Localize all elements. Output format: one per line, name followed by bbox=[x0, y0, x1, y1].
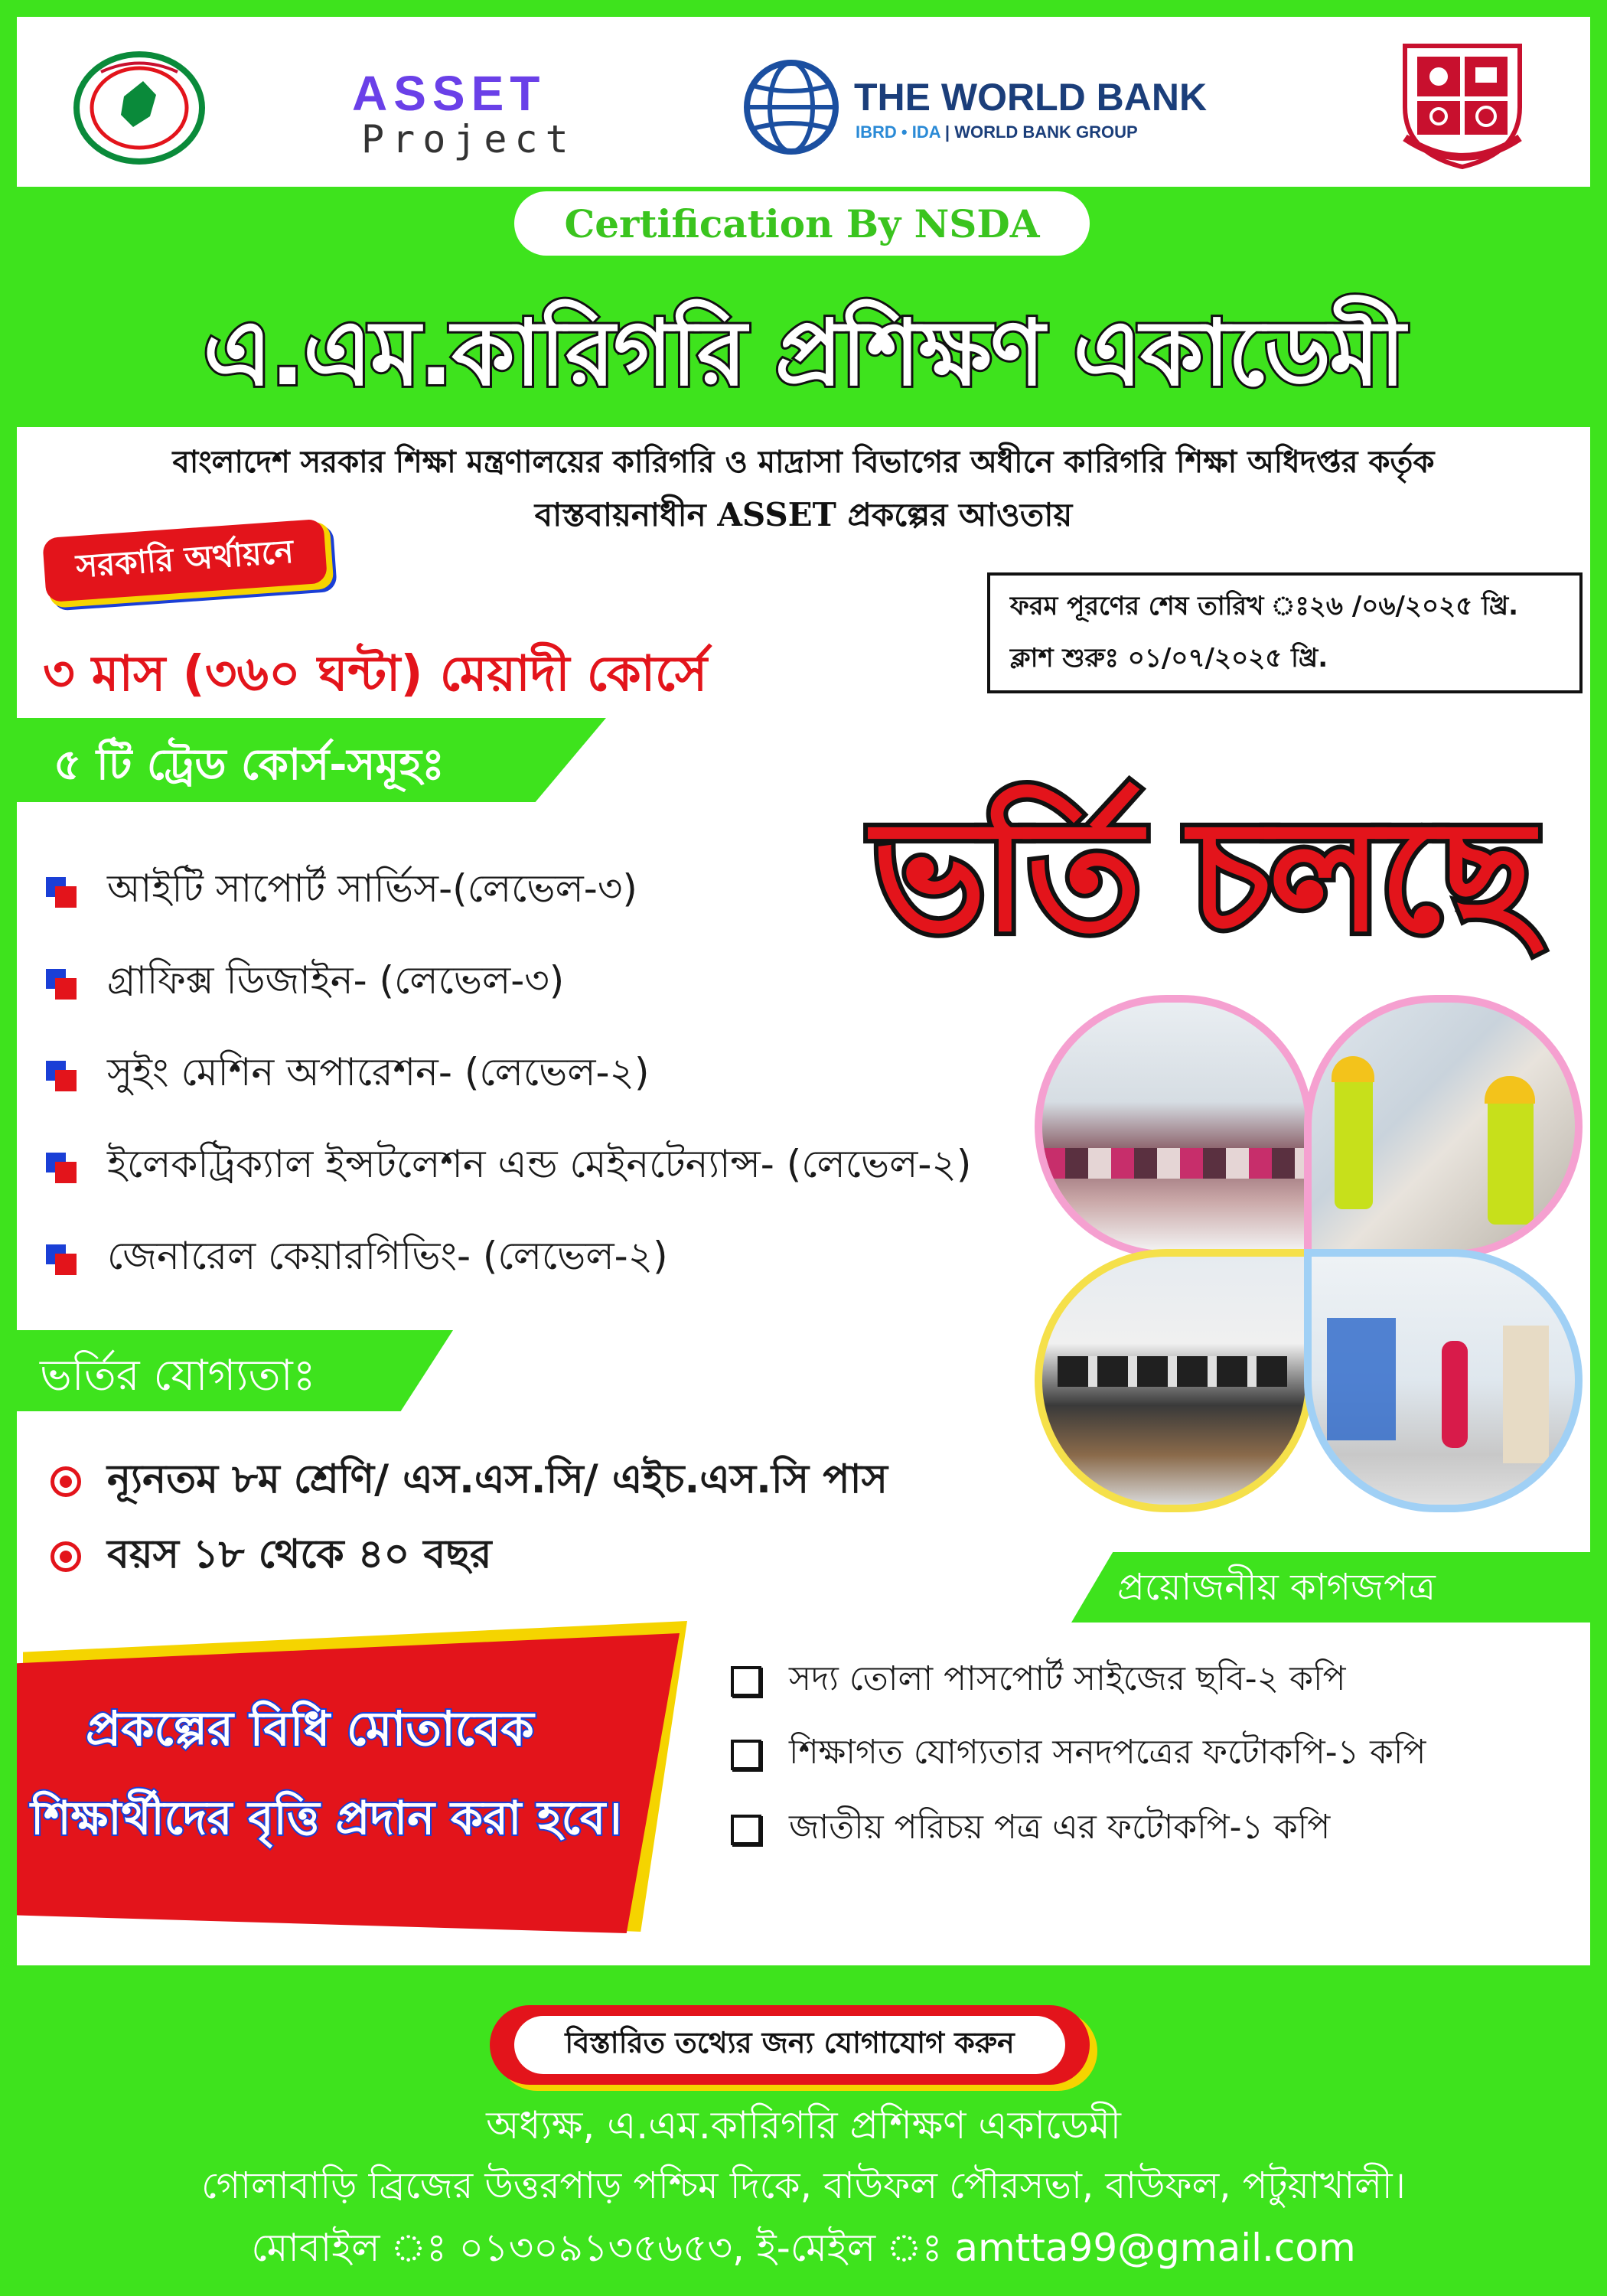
stipend-line-2: শিক্ষার্থীদের বৃত্তি প্রদান করা হবে। bbox=[31, 1792, 622, 1845]
certification-badge bbox=[514, 191, 1090, 256]
intro-line-1: বাংলাদেশ সরকার শিক্ষা মন্ত্রণালয়ের কারিগরি ও মাদ্রাসা বিভাগের অধীনে কারিগরি শিক্ষা অধিদপ্তর কর্তৃক bbox=[172, 445, 1435, 480]
course-label: গ্রাফিক্স ডিজাইন- (লেভেল-৩) bbox=[107, 958, 565, 1003]
intro-line-2-pre: বাস্তবায়নাধীন bbox=[534, 496, 718, 533]
radio-bullet-icon bbox=[51, 1541, 81, 1572]
ibrd-ida-text: IBRD • IDA bbox=[856, 122, 940, 142]
course-label: ইলেকট্রিক্যাল ইন্সটলেশন এন্ড মেইনটেন্যান্স- (লেভেল-২) bbox=[107, 1142, 972, 1186]
computer-lab-photo bbox=[1035, 1249, 1313, 1512]
course-item bbox=[46, 1044, 650, 1107]
footer-address: গোলাবাড়ি ব্রিজের উত্তরপাড় পশ্চিম দিকে, বাউফল পৌরসভা, বাউফল, পটুয়াখালী। bbox=[201, 2164, 1406, 2207]
course-label: জেনারেল কেয়ারগিভিং- (লেভেল-২) bbox=[107, 1234, 668, 1278]
bullet-square-icon bbox=[46, 1153, 77, 1183]
document-item bbox=[731, 1727, 1426, 1782]
certification-text: Certification By NSDA bbox=[564, 201, 1040, 246]
world-bank-logo bbox=[742, 58, 1263, 158]
academy-emblem bbox=[1390, 31, 1535, 172]
document-label: শিক্ষাগত যোগ্যতার সনদপত্রের ফটোকপি-১ কপি bbox=[789, 1733, 1426, 1772]
footer-principal: অধ্যক্ষ, এ.এম.কারিগরি প্রশিক্ষণ একাডেমী bbox=[486, 2103, 1121, 2148]
admission-open-banner: ভর্তি চলছে bbox=[872, 788, 1531, 966]
course-item bbox=[46, 860, 637, 924]
eligibility-item bbox=[51, 1448, 888, 1515]
class-start-text: ক্লাশ শুরুঃ ০১/০৭/২০২৫ খ্রি. bbox=[1010, 643, 1328, 673]
deadline-text: ফরম পূরণের শেষ তারিখ ঃ২৬ /০৬/২০২৫ খ্রি. bbox=[1010, 591, 1519, 621]
project-logo-text: Project bbox=[361, 117, 576, 161]
course-item bbox=[46, 1136, 971, 1199]
eligibility-heading: ভর্তির যোগ্যতাঃ bbox=[40, 1351, 316, 1401]
bullet-square-icon bbox=[46, 969, 77, 1000]
electrical-lab-photo bbox=[1304, 995, 1583, 1258]
contact-pill bbox=[490, 2005, 1090, 2085]
course-duration: ৩ মাস (৩৬০ ঘন্টা) মেয়াদী কোর্সে bbox=[43, 646, 708, 703]
sewing-class-photo bbox=[1035, 995, 1313, 1258]
checkbox-icon bbox=[731, 1815, 761, 1845]
document-label: সদ্য তোলা পাসপোর্ট সাইজের ছবি-২ কপি bbox=[789, 1659, 1346, 1698]
stipend-line-1: প্রকল্পের বিধি মোতাবেক bbox=[86, 1701, 534, 1756]
eligibility-label: বয়স ১৮ থেকে ৪০ বছর bbox=[107, 1531, 492, 1577]
checkbox-icon bbox=[731, 1666, 761, 1697]
bullet-square-icon bbox=[46, 877, 77, 908]
document-item bbox=[731, 1802, 1330, 1857]
bullet-square-icon bbox=[46, 1061, 77, 1091]
bullet-square-icon bbox=[46, 1244, 77, 1275]
page-title: এ.এম.কারিগরি প্রশিক্ষণ একাডেমী bbox=[203, 300, 1404, 406]
courses-heading: ৫ টি ট্রেড কোর্স-সমূহঃ bbox=[54, 740, 445, 790]
funding-tag-text: সরকারি অর্থায়নে bbox=[74, 532, 295, 585]
document-label: জাতীয় পরিচয় পত্র এর ফটোকপি-১ কপি bbox=[789, 1808, 1331, 1847]
asset-project-logo bbox=[352, 66, 612, 168]
course-label: সুইং মেশিন অপারেশন- (লেভেল-২) bbox=[107, 1050, 650, 1094]
footer-contact: মোবাইল ঃ ০১৩০৯১৩৫৬৫৩, ই-মেইল ঃ amtta99@gmail.com bbox=[251, 2226, 1356, 2270]
contact-pill-text: বিস্তারিত তথ্যের জন্য যোগাযোগ করুন bbox=[565, 2026, 1015, 2060]
document-item bbox=[731, 1653, 1345, 1709]
globe-icon bbox=[742, 58, 840, 156]
bangladesh-govt-emblem bbox=[70, 51, 208, 165]
asset-name: ASSET bbox=[717, 496, 836, 533]
eligibility-item bbox=[51, 1523, 491, 1590]
radio-bullet-icon bbox=[51, 1466, 81, 1497]
course-item bbox=[46, 952, 564, 1016]
caregiving-room-photo bbox=[1304, 1249, 1583, 1512]
course-label: আইটি সাপোর্ট সার্ভিস-(লেভেল-৩) bbox=[107, 866, 637, 911]
world-bank-title: THE WORLD BANK bbox=[854, 76, 1208, 119]
dates-box bbox=[987, 572, 1583, 693]
logo-divider: | bbox=[944, 122, 955, 142]
checkbox-icon bbox=[731, 1740, 761, 1770]
eligibility-label: ন্যূনতম ৮ম শ্রেণি/ এস.এস.সি/ এইচ.এস.সি পাস bbox=[107, 1456, 888, 1502]
intro-line-2-post: প্রকল্পের আওতায় bbox=[836, 496, 1073, 533]
world-bank-group-text: WORLD BANK GROUP bbox=[954, 122, 1138, 142]
asset-logo-text: ASSET bbox=[352, 66, 546, 121]
course-item bbox=[46, 1228, 668, 1291]
documents-heading: প্রয়োজনীয় কাগজপত্র bbox=[1117, 1566, 1436, 1609]
